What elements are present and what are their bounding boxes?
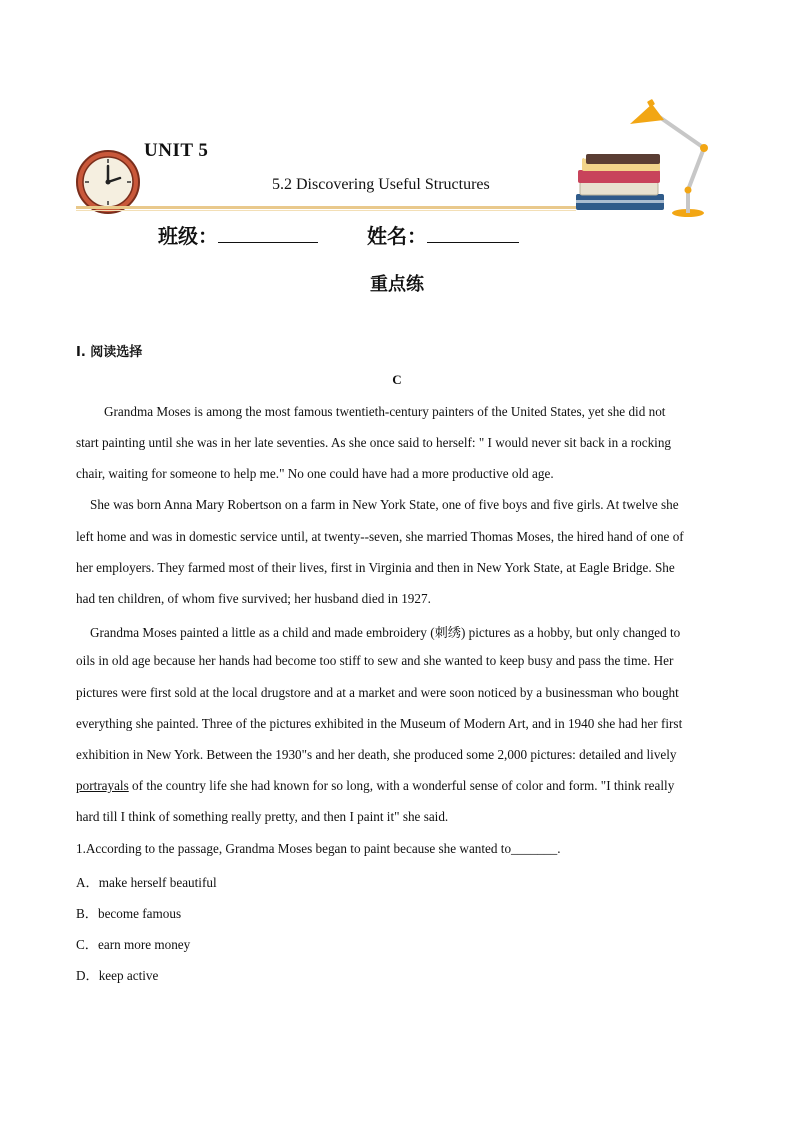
passage-letter: C xyxy=(392,372,402,387)
part-heading: I. 阅读选择 xyxy=(76,345,143,360)
section-heading: 重点练 xyxy=(370,274,424,295)
passage-line: chair, waiting for someone to help me." No one could have had a more productive old age. xyxy=(76,466,554,481)
passage-line: hard till I think of something really pretty, and then I paint it" she said. xyxy=(76,809,449,824)
passage-line: start painting until she was in her late seventies. As she once said to herself: " I would never sit back in a rocking xyxy=(76,435,672,450)
header-rule-thin xyxy=(76,210,576,211)
passage-line: pictures were first sold at the local drugstore and at a market and were soon noticed by a businessman who bought xyxy=(76,685,679,700)
lesson-title: 5.2 Discovering Useful Structures xyxy=(272,176,490,193)
name-label: 姓名： xyxy=(367,224,427,248)
passage-line: exhibition in New York. Between the 1930"s and her death, she produced some 2,000 pictures: detailed and lively xyxy=(76,747,677,762)
passage-line: everything she painted. Three of the pictures exhibited in the Museum of Modern Art, and in 1940 she had her first xyxy=(76,716,683,731)
passage-line xyxy=(76,778,674,794)
class-label: 班级： xyxy=(158,224,218,248)
passage-line-rest: of the country life she had known for so long, with a wonderful sense of color and form. "I think really xyxy=(128,778,675,793)
passage-line: Grandma Moses is among the most famous twentieth-century painters of the United States, yet she did not xyxy=(104,404,666,419)
class-field xyxy=(158,220,318,249)
option-a[interactable]: A．make herself beautiful xyxy=(76,875,217,890)
name-field xyxy=(367,220,519,249)
name-blank[interactable] xyxy=(427,224,519,243)
underlined-word: portrayals xyxy=(76,778,129,793)
passage-line: left home and was in domestic service until, at twenty--seven, she married Thomas Moses, the hired hand of one of xyxy=(76,529,684,544)
class-blank[interactable] xyxy=(218,224,318,243)
question-stem: 1.According to the passage, Grandma Moses began to paint because she wanted to_______. xyxy=(76,841,561,856)
option-c[interactable]: C．earn more money xyxy=(76,937,191,952)
passage-line: She was born Anna Mary Robertson on a farm in New York State, one of five boys and five girls. At twelve she xyxy=(90,497,679,512)
option-b[interactable]: B．become famous xyxy=(76,906,182,921)
passage-line: Grandma Moses painted a little as a child and made embroidery (刺绣) pictures as a hobby, but only changed to xyxy=(90,625,681,640)
passage-line: oils in old age because her hands had become too stiff to sew and she wanted to keep busy and pass the time. Her xyxy=(76,653,674,668)
unit-title: UNIT 5 xyxy=(144,140,209,161)
passage-line: her employers. They farmed most of their lives, first in Virginia and then in New York State, at Eagle Bridge. She xyxy=(76,560,675,575)
passage-line: had ten children, of whom five survived; her husband died in 1927. xyxy=(76,591,431,606)
books-lamp-illustration xyxy=(570,96,715,220)
option-d[interactable]: D．keep active xyxy=(76,968,159,983)
header-rule xyxy=(76,206,576,209)
